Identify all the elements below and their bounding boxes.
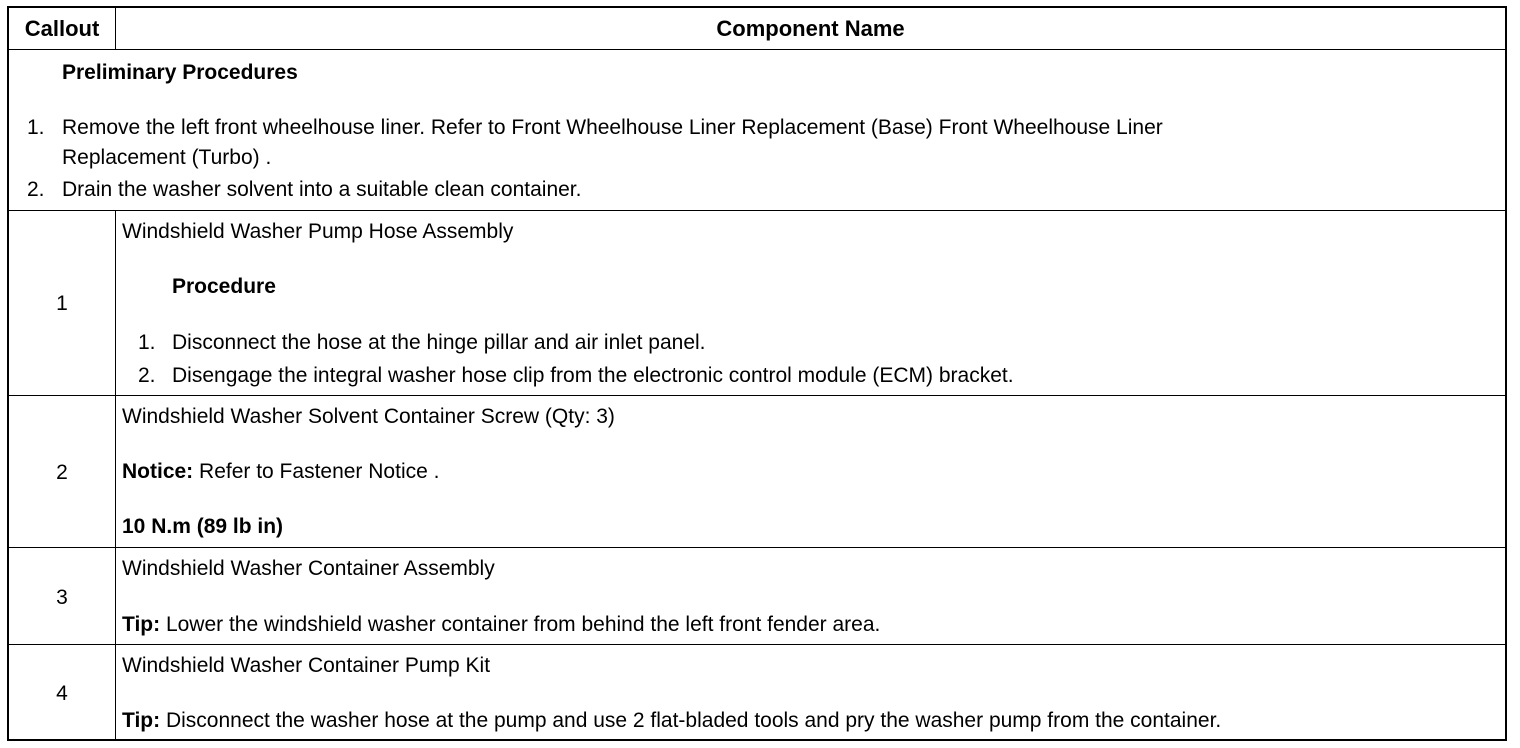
callout-number: 1 (56, 292, 68, 315)
procedure-step-number: 2. (138, 364, 156, 387)
notice-label: Notice: (122, 460, 194, 483)
component-name: Windshield Washer Solvent Container Screw (Qty: 3) (122, 405, 615, 428)
component-name: Windshield Washer Container Assembly (122, 557, 495, 580)
procedure-step-text: Disconnect the hose at the hinge pillar and air inlet panel. (172, 331, 706, 354)
callout-cell (9, 548, 116, 644)
callout-cell (9, 396, 116, 547)
preliminary-step-text: Drain the washer solvent into a suitable clean container. (62, 178, 582, 201)
table-row (9, 211, 1505, 396)
preliminary-step-text-continued: Replacement (Turbo) . (62, 146, 272, 169)
component-name: Windshield Washer Pump Hose Assembly (122, 220, 514, 243)
tip-line (122, 612, 880, 638)
component-name: Windshield Washer Container Pump Kit (122, 654, 491, 677)
preliminary-step-text: Remove the left front wheelhouse liner. Refer to Front Wheelhouse Liner Replacement (Base) Front Wheelhouse Liner (62, 116, 1163, 139)
table-row (9, 548, 1505, 645)
tip-line (122, 708, 1221, 734)
table-header-row (9, 8, 1505, 50)
component-cell (116, 645, 1505, 739)
tip-text: Lower the windshield washer container from behind the left front fender area. (160, 613, 881, 636)
header-callout: Callout (24, 16, 100, 41)
callout-number: 3 (56, 586, 68, 609)
procedure-step-text: Disengage the integral washer hose clip from the electronic control module (ECM) bracket. (172, 364, 1014, 387)
tip-label: Tip: (122, 613, 161, 636)
header-callout-cell (9, 8, 116, 49)
notice-text: Refer to Fastener Notice . (193, 460, 440, 483)
procedure-title: Procedure (172, 275, 276, 298)
torque-spec: 10 N.m (89 lb in) (122, 515, 284, 538)
preliminary-step-number: 1. (27, 116, 45, 139)
table-row (9, 645, 1505, 739)
callout-cell (9, 211, 116, 395)
header-component-cell (116, 8, 1505, 49)
preliminary-step-number: 2. (27, 178, 45, 201)
callout-number: 4 (56, 682, 68, 705)
component-cell (116, 396, 1505, 547)
component-cell (116, 211, 1505, 395)
header-component-name: Component Name (716, 16, 905, 41)
table-row (9, 396, 1505, 548)
procedure-step-number: 1. (138, 331, 156, 354)
tip-label: Tip: (122, 709, 161, 732)
notice-line (122, 459, 439, 485)
tip-text: Disconnect the washer hose at the pump and use 2 flat-bladed tools and pry the washer pump from the container. (160, 709, 1222, 732)
callout-number: 2 (56, 461, 68, 484)
callout-cell (9, 645, 116, 739)
preliminary-title: Preliminary Procedures (62, 61, 298, 84)
component-cell (116, 548, 1505, 644)
preliminary-row (9, 50, 1505, 211)
procedure-table (7, 6, 1507, 741)
